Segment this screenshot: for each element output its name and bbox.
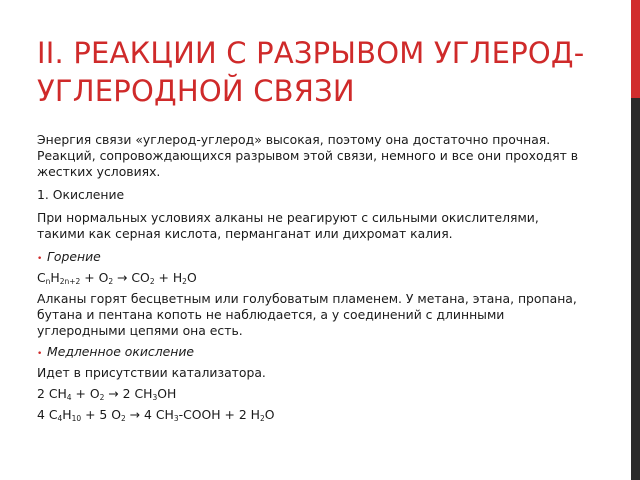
subscript: 2 (182, 277, 187, 286)
bullet-line (37, 407, 589, 423)
bullet-list (37, 249, 589, 423)
accent-bar-red (631, 0, 640, 98)
text-run: → 2 CH (104, 386, 153, 401)
text-run: OH (157, 386, 177, 401)
bullet-line (37, 291, 589, 339)
subscript: 2 (259, 414, 265, 423)
text-run: → 4 CH (125, 407, 174, 422)
subscript: 4 (57, 414, 63, 423)
slide-content (37, 132, 589, 428)
bullet-dot-icon: • (37, 254, 43, 264)
accent-bar (631, 0, 640, 480)
subscript: 10 (71, 414, 82, 423)
text-run: + H (154, 270, 183, 285)
section-text: При нормальных условиях алканы не реагируют с сильными окислителями, такими как серная кислота, перманганат или дихромат калия. (37, 210, 539, 241)
text-run: H (62, 407, 72, 422)
bullet-item (37, 249, 589, 267)
text-run: + O (71, 386, 100, 401)
bullet-line (37, 386, 589, 402)
text-run: 4 C (37, 407, 58, 422)
text-run: Алканы горят бесцветным или голубоватым пламенем. У метана, этана, пропана, бутана и пентана копоть не наблюдается, а у соединений с длинными углеродными цепями она есть. (37, 291, 577, 338)
text-run: C (37, 270, 46, 285)
subscript: 3 (173, 414, 179, 423)
subscript: 4 (66, 393, 72, 402)
bullet-label: Медленное окисление (47, 344, 195, 359)
bullet-label: Горение (47, 249, 101, 264)
text-run: O (264, 407, 275, 422)
bullet-dot-icon: • (37, 349, 43, 359)
intro-paragraph: Энергия связи «углерод-углерод» высокая, поэтому она достаточно прочная. Реакций, сопровождающихся разрывом этой связи, немного и все они проходят в жестких условиях. (37, 132, 579, 179)
bullet-item (37, 344, 589, 362)
text-run: O (186, 270, 197, 285)
text-run: -COOH + 2 H (178, 407, 260, 422)
text-run: H (50, 270, 60, 285)
subscript: 2 (99, 393, 105, 402)
subscript: 2 (120, 414, 126, 423)
bullet-line (37, 365, 589, 381)
text-run: Идет в присутствии катализатора. (37, 365, 266, 380)
subscript: 2 (108, 277, 114, 286)
bullet-line (37, 270, 589, 286)
text-run: 2 CH (37, 386, 67, 401)
subscript: 2 (149, 277, 155, 286)
text-run: → CO (113, 270, 150, 285)
section-heading: 1. Окисление (37, 187, 125, 202)
subscript: 2n+2 (59, 277, 81, 286)
subscript: 3 (152, 393, 158, 402)
text-run: + 5 O (81, 407, 121, 422)
slide-title: II. РЕАКЦИИ С РАЗРЫВОМ УГЛЕРОД-УГЛЕРОДНОЙ СВЯЗИ (37, 36, 585, 108)
accent-bar-dark (631, 98, 640, 480)
subscript: n (45, 277, 51, 286)
text-run: + O (80, 270, 109, 285)
